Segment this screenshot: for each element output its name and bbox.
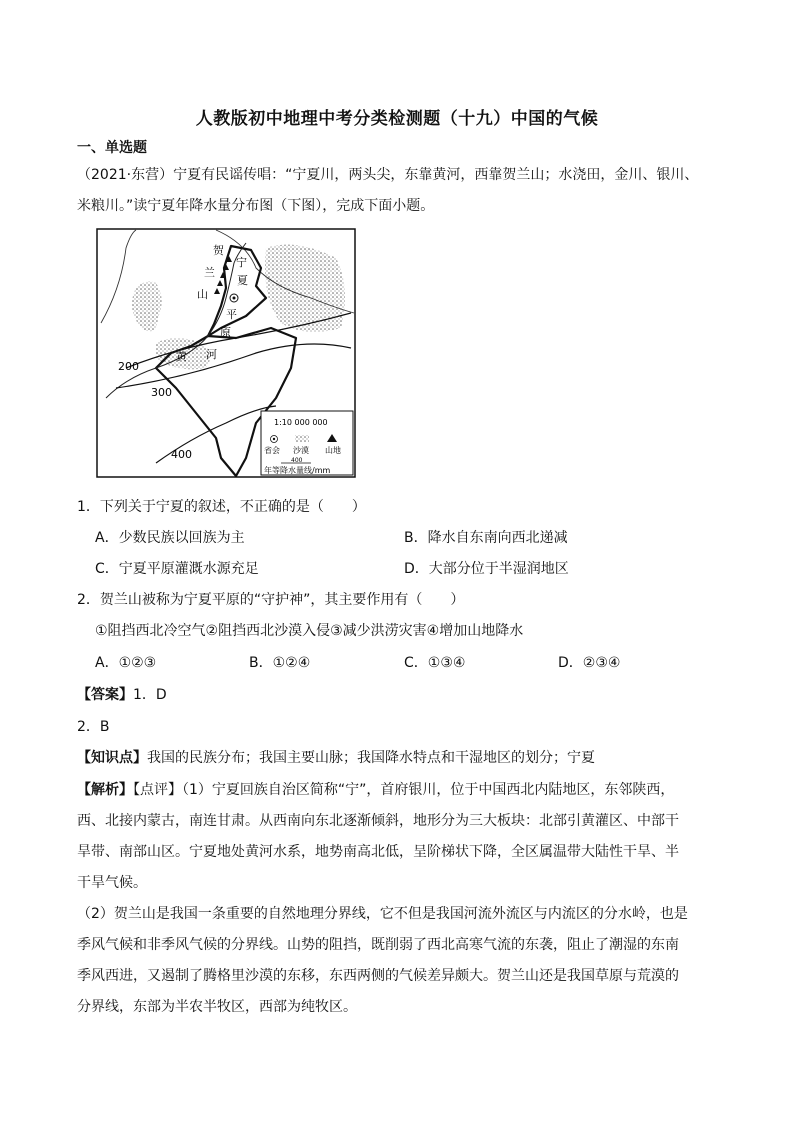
label-helan-3: 山 — [197, 288, 208, 301]
label-helan-1: 贺 — [213, 244, 224, 257]
q2-option-d: D．②③④ — [558, 655, 621, 671]
analysis-p1-line4: 干旱气候。 — [77, 875, 147, 891]
knowledge-label: 【知识点】 — [77, 750, 147, 766]
analysis-line-1 — [77, 780, 674, 800]
analysis-p2-line2: 季风气候和非季风气候的分界线。山势的阻挡，既削弱了西北高寒气流的东袭，阻止了潮湿的东南 — [77, 937, 679, 953]
knowledge-line — [77, 748, 595, 768]
answer-line — [77, 685, 167, 705]
label-plain-2: 原 — [220, 326, 231, 339]
label-ningxia-1: 宁 — [236, 256, 247, 269]
analysis-p1-line3: 旱带、南部山区。宁夏地处黄河水系，地势南高北低，呈阶梯状下降，全区属温带大陆性干旱、半 — [77, 844, 679, 860]
q2-statements: ①阻挡西北冷空气②阻挡西北沙漠入侵③减少洪涝灾害④增加山地降水 — [95, 623, 524, 639]
legend-scale: 1:10 000 000 — [274, 418, 328, 427]
q2-option-a: A．①②③ — [95, 655, 157, 671]
intro-line-2: 米粮川。”读宁夏年降水量分布图（下图），完成下面小题。 — [77, 198, 435, 214]
analysis-p2-line4: 分界线，东部为半农半牧区，西部为纯牧区。 — [77, 999, 357, 1015]
q1-stem: 1．下列关于宁夏的叙述，不正确的是（ ） — [77, 499, 366, 515]
label-isohyet-300: 300 — [151, 386, 172, 399]
q2-option-c: C．①③④ — [404, 655, 466, 671]
q1-option-a: A．少数民族以回族为主 — [95, 530, 245, 546]
knowledge-text: 我国的民族分布；我国主要山脉；我国降水特点和干湿地区的划分；宁夏 — [147, 750, 595, 766]
legend-caption: 年等降水量线/mm — [264, 466, 331, 475]
section-heading: 一、单选题 — [77, 140, 147, 156]
analysis-p2-line1: （2）贺兰山是我国一条重要的自然地理分界线，它不但是我国河流外流区与内流区的分水岭，也是 — [77, 906, 688, 922]
answer-1: 1．D — [133, 687, 167, 703]
answer-label: 【答案】 — [77, 687, 133, 703]
legend-capital: 省会 — [264, 446, 280, 455]
analysis-p1-line1: 【点评】（1）宁夏回族自治区简称“宁”，首府银川，位于中国西北内陆地区，东邻陕西， — [133, 782, 675, 798]
q2-stem: 2．贺兰山被称为宁夏平原的“守护神”，其主要作用有（ ） — [77, 592, 465, 608]
label-isohyet-200: 200 — [118, 360, 139, 373]
legend-mountain: 山地 — [325, 446, 341, 455]
label-helan-2: 兰 — [204, 266, 215, 279]
q1-option-d: D．大部分位于半湿润地区 — [404, 561, 569, 577]
q1-option-c: C．宁夏平原灌溉水源充足 — [95, 561, 259, 577]
analysis-label: 【解析】 — [77, 782, 133, 798]
q2-option-b: B．①②④ — [249, 655, 311, 671]
analysis-p1-line2: 西、北接内蒙古，南连甘肃。从西南向东北逐渐倾斜，地形分为三大板块：北部引黄灌区、中部干 — [77, 813, 679, 829]
legend-iso-sample: 400 — [291, 457, 303, 464]
ningxia-precipitation-map — [96, 228, 356, 478]
label-river-1: 黄 — [176, 350, 187, 363]
label-river-2: 河 — [206, 348, 217, 361]
page-title: 人教版初中地理中考分类检测题（十九）中国的气候 — [195, 109, 599, 129]
intro-line-1: （2021·东营）宁夏有民谣传唱：“宁夏川，两头尖，东靠黄河，西靠贺兰山；水浇田，金川、银川、 — [77, 167, 699, 183]
label-ningxia-2: 夏 — [237, 274, 248, 287]
q1-option-b: B．降水自东南向西北递减 — [404, 530, 568, 546]
legend-desert: 沙漠 — [293, 446, 309, 455]
label-plain-1: 平 — [226, 308, 237, 321]
answer-2: 2．B — [77, 719, 110, 735]
map-legend — [261, 411, 353, 475]
label-isohyet-400: 400 — [171, 448, 192, 461]
analysis-p2-line3: 季风西进，又遏制了腾格里沙漠的东移，东西两侧的气候差异颇大。贺兰山还是我国草原与荒漠的 — [77, 968, 679, 984]
